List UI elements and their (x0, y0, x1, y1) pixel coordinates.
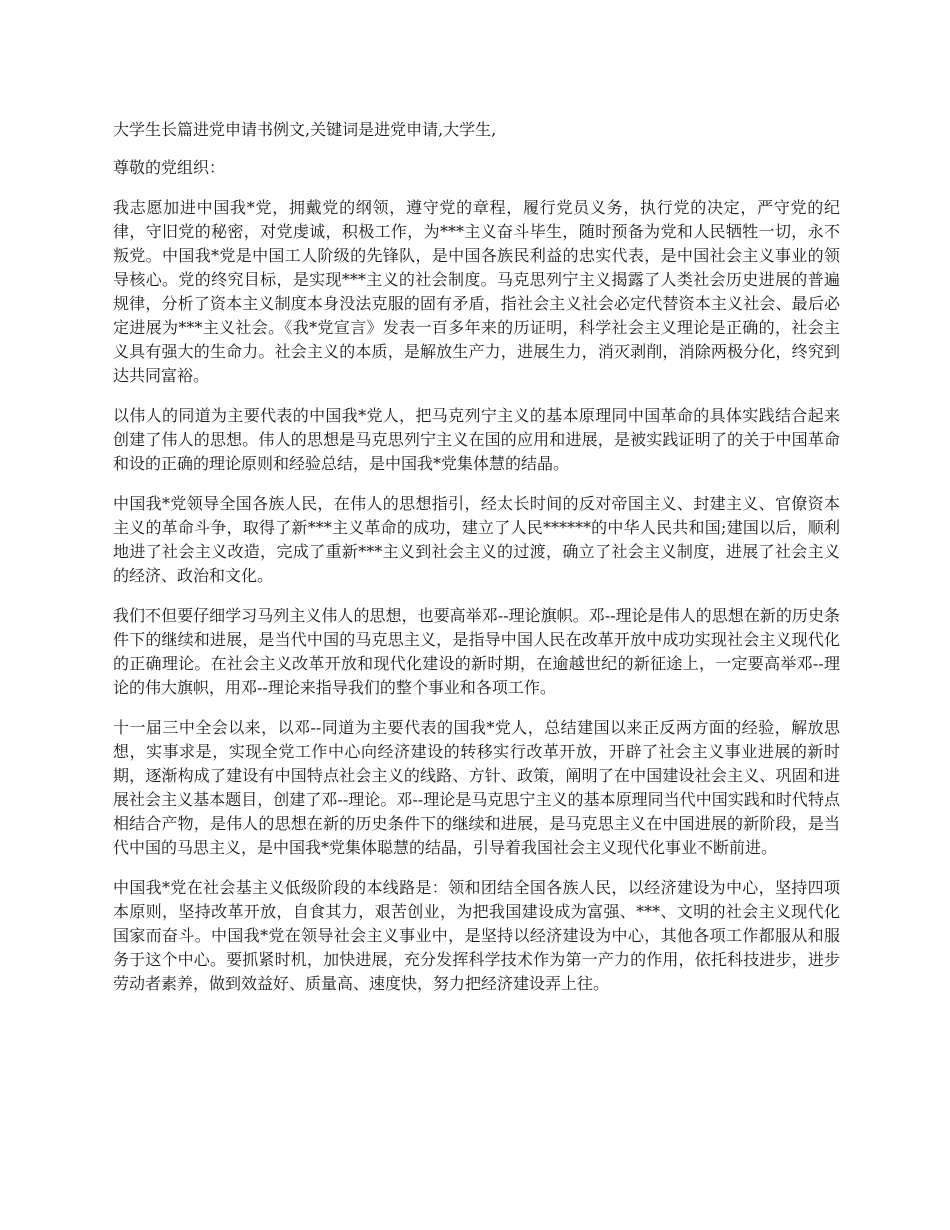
salutation: 尊敬的党组织： (113, 158, 226, 177)
document-title: 大学生长篇进党申请书例文,关键词是进党申请,大学生, (113, 120, 497, 139)
paragraph-5: 十一届三中全会以来，以邓--同道为主要代表的国我*党人，总结建国以来正反两方面的经验，解放思想，实事求是，实现全党工作中心向经济建设的转移实行改革开放，开辟了社会主义事业进展的新时期，逐渐构成了建设有中国特点社会主义的线路、方针、政策，阐明了在中国建设社会主义、巩固和进展社会主义基本题目，创建了邓--理论。邓--理论是马克思宁主义的基本原理同当代中国实践和时代特点相结合产物，是伟人的思想在新的历史条件下的继续和进展，是马克思主义在中国进展的新阶段，是当代中国的马思主义，是中国我*党集体聪慧的结晶，引导着我国社会主义现代化事业不断前进。 (113, 718, 840, 857)
paragraph-2: 以伟人的同道为主要代表的中国我*党人，把马克列宁主义的基本原理同中国革命的具体实践结合起来创建了伟人的思想。伟人的思想是马克思列宁主义在国的应用和进展，是被实践证明了的关于中国革命和设的正确的理论原则和经验总结，是中国我*党集体慧的结晶。 (113, 406, 840, 473)
paragraph-1: 我志愿加进中国我*党，拥戴党的纲领，遵守党的章程，履行党员义务，执行党的决定，严守党的纪律，守旧党的秘密，对党虔诚，积极工作，为***主义奋斗毕生，随时预备为党和人民牺牲一切，永不叛党。中国我*党是中国工人阶级的先锋队，是中国各族民利益的忠实代表，是中国社会主义事业的领导核心。党的终究目标，是实现***主义的社会制度。马克思列宁主义揭露了人类社会历史进展的普遍规律，分析了资本主义制度本身没法克服的固有矛盾，指社会主义社会必定代替资本主义社会、最后必定进展为***主义社会。《我*党宣言》发表一百多年来的历证明，科学社会主义理论是正确的，社会主义具有强大的生命力。社会主义的本质，是解放生产力，进展生力，消灭剥削，消除两极分化，终究到达共同富裕。 (113, 198, 840, 385)
paragraph-6: 中国我*党在社会基主义低级阶段的本线路是：领和团结全国各族人民，以经济建设为中心，坚持四项本原则，坚持改革开放，自食其力，艰苦创业，为把我国建设成为富强、***、文明的社会主义现代化国家而奋斗。中国我*党在领导社会主义事业中，是坚持以经济建设为中心，其他各项工作都服从和服务于这个中心。要抓紧时机，加快进展，充分发挥科学技术作为第一产力的作用，依托科技进步，进步劳动者素养，做到效益好、质量高、速度快，努力把经济建设弄上往。 (113, 878, 840, 993)
paragraph-3: 中国我*党领导全国各族人民，在伟人的思想指引，经太长时间的反对帝国主义、封建主义、官僚资本主义的革命斗争，取得了新***主义革命的成功，建立了人民******的中华人民共和国;建国以后，顺利地进了社会主义改造，完成了重新***主义到社会主义的过渡，确立了社会主义制度，进展了社会主义的经济、政治和文化。 (113, 494, 840, 585)
document-page (113, 118, 840, 1012)
paragraph-4: 我们不但要仔细学习马列主义伟人的思想，也要高举邓--理论旗帜。邓--理论是伟人的思想在新的历史条件下的继续和进展，是当代中国的马克思主义，是指导中国人民在改革开放中成功实现社会主义现代化的正确理论。在社会主义改革开放和现代化建设的新时期，在逾越世纪的新征途上，一定要高举邓--理论的伟大旗帜，用邓--理论来指导我们的整个事业和各项工作。 (113, 606, 840, 697)
